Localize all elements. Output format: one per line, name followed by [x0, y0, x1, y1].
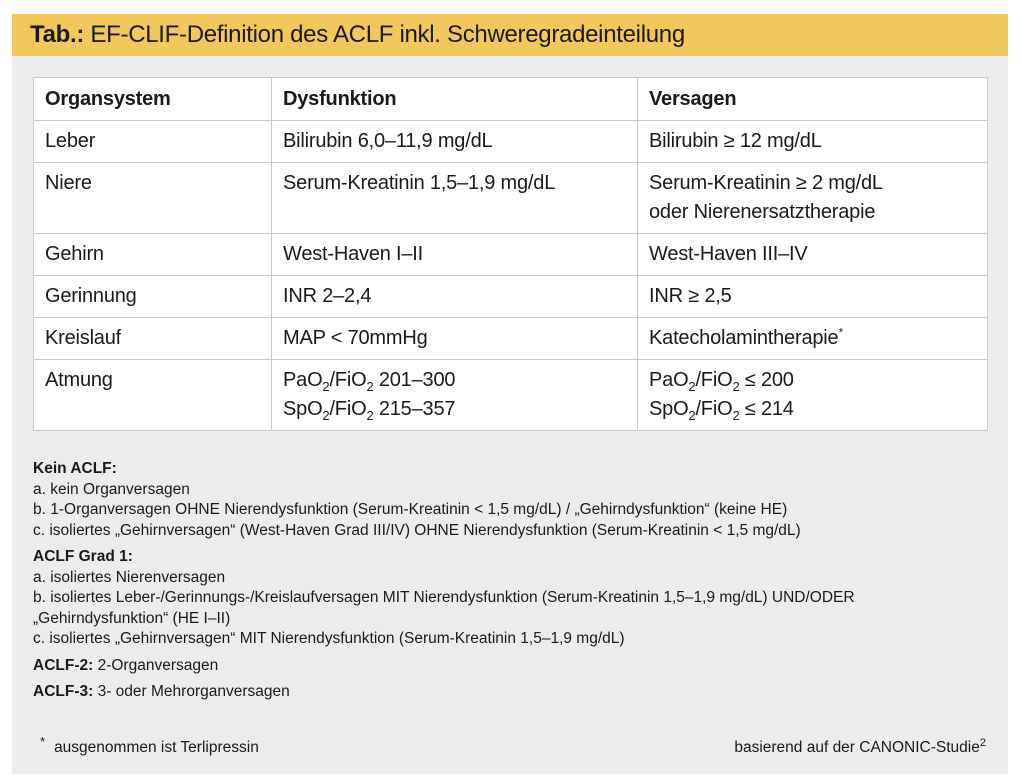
title-label: Tab. — [30, 21, 77, 48]
formula-value: ≤ 200 — [739, 369, 794, 391]
failure-cell: West-Haven III–IV — [638, 234, 988, 276]
header-dysfunktion: Dysfunktion — [272, 78, 638, 121]
formula-part: /FiO — [695, 398, 733, 420]
spo2-fio2-dysfunction — [283, 395, 626, 424]
organ-cell: Niere — [34, 163, 272, 234]
source-text: basierend auf der CANONIC-Studie — [734, 739, 980, 756]
aclf-grad1-group — [33, 547, 993, 650]
failure-text: Katecholamintherapie — [649, 327, 839, 349]
footnote-text: ausgenommen ist Terlipressin — [54, 739, 259, 756]
dysfunction-cell — [272, 360, 638, 431]
spo2-fio2-failure — [649, 395, 976, 424]
pao2-fio2-dysfunction — [283, 366, 626, 395]
title-bar — [12, 14, 1008, 56]
footnote-marker: * — [838, 325, 843, 340]
failure-cell: Bilirubin ≥ 12 mg/dL — [638, 121, 988, 163]
failure-cell — [638, 318, 988, 360]
failure-line: oder Nierenersatztherapie — [649, 201, 876, 223]
subscript: 2 — [688, 408, 696, 423]
source-ref: 2 — [979, 736, 986, 749]
aclf-grad1-item-b-cont: „Gehirndysfunktion“ (HE I–II) — [33, 609, 231, 627]
footnote — [40, 733, 259, 758]
formula-value: 201–300 — [373, 369, 456, 391]
dysfunction-cell: West-Haven I–II — [272, 234, 638, 276]
subscript: 2 — [688, 379, 696, 394]
table-row — [34, 276, 988, 318]
kein-aclf-item-a: a. kein Organversagen — [33, 480, 190, 498]
formula-part: PaO — [649, 369, 689, 391]
dysfunction-cell: Serum-Kreatinin 1,5–1,9 mg/dL — [272, 163, 638, 234]
formula-value: 215–357 — [373, 398, 456, 420]
dysfunction-cell: Bilirubin 6,0–11,9 mg/dL — [272, 121, 638, 163]
subscript: 2 — [322, 408, 330, 423]
header-organsystem: Organsystem — [34, 78, 272, 121]
formula-part: /FiO — [329, 369, 367, 391]
organ-cell: Atmung — [34, 360, 272, 431]
aclf-definition-table — [33, 77, 988, 431]
subscript: 2 — [322, 379, 330, 394]
kein-aclf-heading: Kein ACLF: — [33, 460, 117, 477]
failure-line: Serum-Kreatinin ≥ 2 mg/dL — [649, 172, 883, 194]
aclf2-line — [33, 656, 993, 677]
subscript: 2 — [732, 408, 740, 423]
dysfunction-cell: MAP < 70mmHg — [272, 318, 638, 360]
subscript: 2 — [366, 379, 374, 394]
aclf2-heading: ACLF-2: — [33, 656, 94, 674]
table-row — [34, 121, 988, 163]
formula-part: /FiO — [329, 398, 367, 420]
table-row — [34, 360, 988, 431]
failure-cell — [638, 360, 988, 431]
source-note — [734, 738, 986, 758]
severity-notes — [33, 459, 993, 709]
formula-part: SpO — [283, 398, 323, 420]
table-row — [34, 163, 988, 234]
aclf-grad1-item-b: b. isoliertes Leber-/Gerinnungs-/Kreislaufversagen MIT Nierendysfunktion (Serum-Kreatinin 1,5–1,9 mg/dL) UND/ODER — [33, 589, 855, 606]
formula-part: PaO — [283, 369, 323, 391]
failure-cell — [638, 163, 988, 234]
pao2-fio2-failure — [649, 366, 976, 395]
dysfunction-cell: INR 2–2,4 — [272, 276, 638, 318]
organ-cell: Kreislauf — [34, 318, 272, 360]
footnote-star: * — [40, 733, 46, 749]
formula-part: /FiO — [695, 369, 733, 391]
kein-aclf-item-c: c. isoliertes „Gehirnversagen“ (West-Haven Grad III/IV) OHNE Nierendysfunktion (Serum-Kreatinin < 1,5 mg/dL) — [33, 521, 801, 539]
title-colon: : — [76, 21, 85, 48]
aclf3-text: 3- oder Mehrorganversagen — [93, 683, 290, 700]
kein-aclf-group — [33, 459, 993, 541]
aclf2-text: 2-Organversagen — [93, 656, 219, 674]
title-text: EF-CLIF-Definition des ACLF inkl. Schweregradeinteilung — [84, 21, 685, 48]
info-box — [12, 14, 1008, 774]
organ-cell: Leber — [34, 121, 272, 163]
aclf3-heading: ACLF-3: — [33, 683, 94, 700]
table-header-row — [34, 78, 988, 121]
subscript: 2 — [366, 408, 374, 423]
aclf-grad1-item-a: a. isoliertes Nierenversagen — [33, 568, 226, 586]
aclf-grad1-heading: ACLF Grad 1: — [33, 548, 133, 565]
failure-cell: INR ≥ 2,5 — [638, 276, 988, 318]
subscript: 2 — [732, 379, 740, 394]
kein-aclf-item-b: b. 1-Organversagen OHNE Nierendysfunktion (Serum-Kreatinin < 1,5 mg/dL) / „Gehirndysfunktion“ (keine HE) — [33, 501, 788, 518]
organ-cell: Gerinnung — [34, 276, 272, 318]
formula-value: ≤ 214 — [739, 398, 794, 420]
table-title — [30, 21, 685, 49]
aclf-grad1-item-c: c. isoliertes „Gehirnversagen“ MIT Nierendysfunktion (Serum-Kreatinin 1,5–1,9 mg/dL) — [33, 630, 625, 647]
header-versagen: Versagen — [638, 78, 988, 121]
table-row — [34, 318, 988, 360]
formula-part: SpO — [649, 398, 689, 420]
table-row — [34, 234, 988, 276]
organ-cell: Gehirn — [34, 234, 272, 276]
aclf3-line — [33, 682, 993, 703]
